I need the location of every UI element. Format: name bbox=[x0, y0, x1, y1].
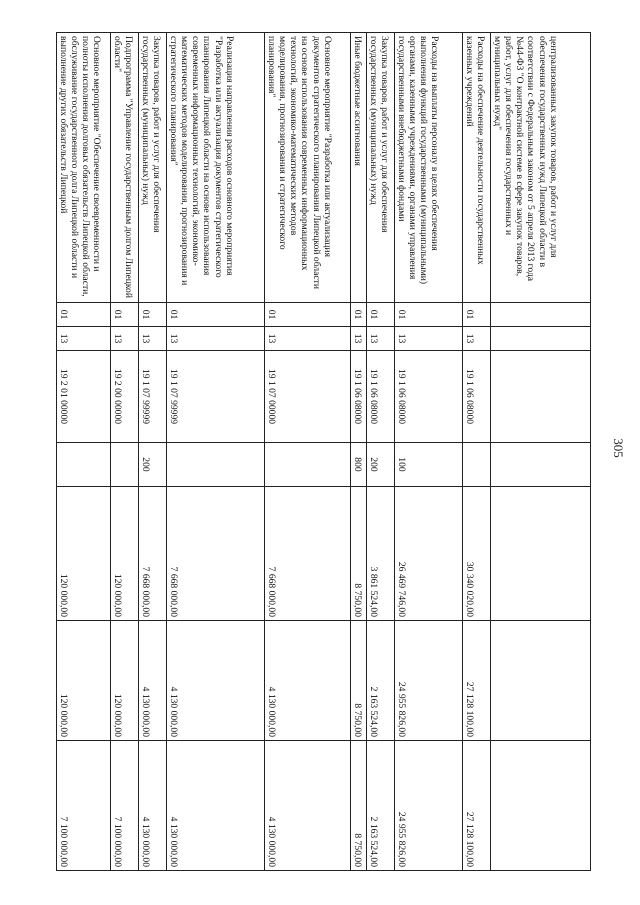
row-gr: 01 bbox=[367, 303, 395, 327]
row-gr: 01 bbox=[57, 303, 111, 327]
row-sum-2: 4 130 000,00 bbox=[167, 621, 265, 741]
row-vr bbox=[463, 443, 491, 487]
row-gr: 01 bbox=[395, 303, 463, 327]
row-sum-1: 3 861 524,00 bbox=[367, 487, 395, 621]
row-sum-2 bbox=[491, 621, 591, 741]
table-row bbox=[491, 33, 591, 871]
table-row bbox=[139, 33, 167, 871]
table-row bbox=[463, 33, 491, 871]
row-name: Закупка товаров, работ и услуг для обеспечения государственных (муниципальных) нужд bbox=[139, 33, 167, 303]
row-sum-1: 7 668 000,00 bbox=[265, 487, 351, 621]
row-vr bbox=[491, 443, 591, 487]
row-csr: 19 2 01 00000 bbox=[57, 351, 111, 443]
row-pgr: 13 bbox=[139, 327, 167, 351]
row-csr: 19 2 00 00000 bbox=[111, 351, 139, 443]
row-gr: 01 bbox=[351, 303, 367, 327]
page-number: 305 bbox=[610, 438, 626, 458]
row-sum-2: 2 163 524,00 bbox=[367, 621, 395, 741]
row-name: Расходы на выплаты персоналу в целях обеспечения выполнения функций государственными (муниципальными) органами, казенными учреждениями, органами управления государственными внебюджетными фондами bbox=[395, 33, 463, 303]
row-vr: 200 bbox=[139, 443, 167, 487]
row-pgr: 13 bbox=[111, 327, 139, 351]
table-stage bbox=[58, 32, 591, 870]
row-name: Расходы на обеспечение деятельности государственных казенных учреждений bbox=[463, 33, 491, 303]
row-name: Реализация направления расходов основного мероприятия "Разработка или актуализация документов стратегического планирования Липецкой области на основе использования современных информационных технологий, экономико-математических методов моделирования, прогнозирования и стратегического планирования" bbox=[167, 33, 265, 303]
row-sum-3: 27 128 100,00 bbox=[463, 741, 491, 871]
row-pgr: 13 bbox=[395, 327, 463, 351]
row-gr: 01 bbox=[463, 303, 491, 327]
row-sum-2: 4 130 000,00 bbox=[139, 621, 167, 741]
row-sum-1: 26 469 746,00 bbox=[395, 487, 463, 621]
row-vr: 200 bbox=[367, 443, 395, 487]
row-vr bbox=[111, 443, 139, 487]
row-pgr: 13 bbox=[463, 327, 491, 351]
row-sum-2: 27 128 100,00 bbox=[463, 621, 491, 741]
row-pgr: 13 bbox=[265, 327, 351, 351]
row-sum-3 bbox=[491, 741, 591, 871]
row-sum-3: 7 100 000,00 bbox=[111, 741, 139, 871]
row-csr: 19 1 07 99999 bbox=[167, 351, 265, 443]
row-pgr: 13 bbox=[167, 327, 265, 351]
row-sum-3: 7 100 000,00 bbox=[57, 741, 111, 871]
rotated-table-wrapper bbox=[58, 32, 591, 870]
row-name: Подпрограмма "Управление государственным долгом Липецкой области" bbox=[111, 33, 139, 303]
row-sum-2: 120 000,00 bbox=[57, 621, 111, 741]
row-sum-3: 24 955 826,00 bbox=[395, 741, 463, 871]
row-pgr: 13 bbox=[57, 327, 111, 351]
row-sum-1: 8 750,00 bbox=[351, 487, 367, 621]
row-csr: 19 1 07 00000 bbox=[265, 351, 351, 443]
budget-table bbox=[56, 32, 591, 871]
row-sum-3: 8 750,00 bbox=[351, 741, 367, 871]
row-csr: 19 1 07 99999 bbox=[139, 351, 167, 443]
row-sum-2: 4 130 000,00 bbox=[265, 621, 351, 741]
table-row bbox=[367, 33, 395, 871]
row-csr bbox=[491, 351, 591, 443]
row-sum-2: 120 000,00 bbox=[111, 621, 139, 741]
row-sum-1: 120 000,00 bbox=[57, 487, 111, 621]
table-row bbox=[395, 33, 463, 871]
row-name: Иные бюджетные ассигнования bbox=[351, 33, 367, 303]
row-sum-3: 4 130 000,00 bbox=[167, 741, 265, 871]
row-gr: 01 bbox=[167, 303, 265, 327]
row-sum-1: 120 000,00 bbox=[111, 487, 139, 621]
row-sum-3: 4 130 000,00 bbox=[139, 741, 167, 871]
table-row bbox=[57, 33, 111, 871]
row-gr: 01 bbox=[265, 303, 351, 327]
row-name: централизованных закупок товаров, работ и услуг для обеспечения государственных нужд Липецкой области в соответствии с Федеральным законом от 5 апреля 2013 года №44-ФЗ "О контрактной системе в сфере закупок товаров, работ, услуг для обеспечения государственных и муниципальных нужд" bbox=[491, 33, 591, 303]
row-vr bbox=[265, 443, 351, 487]
row-sum-1: 7 668 000,00 bbox=[167, 487, 265, 621]
row-sum-1: 7 668 000,00 bbox=[139, 487, 167, 621]
row-sum-1: 30 340 020,00 bbox=[463, 487, 491, 621]
row-sum-1 bbox=[491, 487, 591, 621]
row-sum-3: 4 130 000,00 bbox=[265, 741, 351, 871]
table-row bbox=[265, 33, 351, 871]
row-name: Основное мероприятие "Обеспечение своевременности и полноты исполнения долговых обязательств Липецкой области, обслуживание государственного долга Липецкой области и выполнение других обязательств Липецкой bbox=[57, 33, 111, 303]
row-pgr bbox=[491, 327, 591, 351]
row-gr: 01 bbox=[139, 303, 167, 327]
row-csr: 19 1 06 08000 bbox=[463, 351, 491, 443]
row-csr: 19 1 06 08000 bbox=[351, 351, 367, 443]
row-gr bbox=[491, 303, 591, 327]
row-csr: 19 1 06 08000 bbox=[367, 351, 395, 443]
row-pgr: 13 bbox=[367, 327, 395, 351]
table-row bbox=[111, 33, 139, 871]
row-sum-2: 8 750,00 bbox=[351, 621, 367, 741]
row-name: Основное мероприятие "Разработка или актуализация документов стратегического планирования Липецкой области на основе использования современных информационных технологий, экономико-математических методов моделирования, прогнозирования и стратегического планирования" bbox=[265, 33, 351, 303]
row-vr: 800 bbox=[351, 443, 367, 487]
table-row bbox=[167, 33, 265, 871]
row-gr: 01 bbox=[111, 303, 139, 327]
row-vr bbox=[57, 443, 111, 487]
row-pgr: 13 bbox=[351, 327, 367, 351]
row-sum-2: 24 955 826,00 bbox=[395, 621, 463, 741]
row-vr bbox=[167, 443, 265, 487]
row-name: Закупка товаров, работ и услуг для обеспечения государственных (муниципальных) нужд bbox=[367, 33, 395, 303]
table-row bbox=[351, 33, 367, 871]
row-csr: 19 1 06 08000 bbox=[395, 351, 463, 443]
row-sum-3: 2 163 524,00 bbox=[367, 741, 395, 871]
row-vr: 100 bbox=[395, 443, 463, 487]
